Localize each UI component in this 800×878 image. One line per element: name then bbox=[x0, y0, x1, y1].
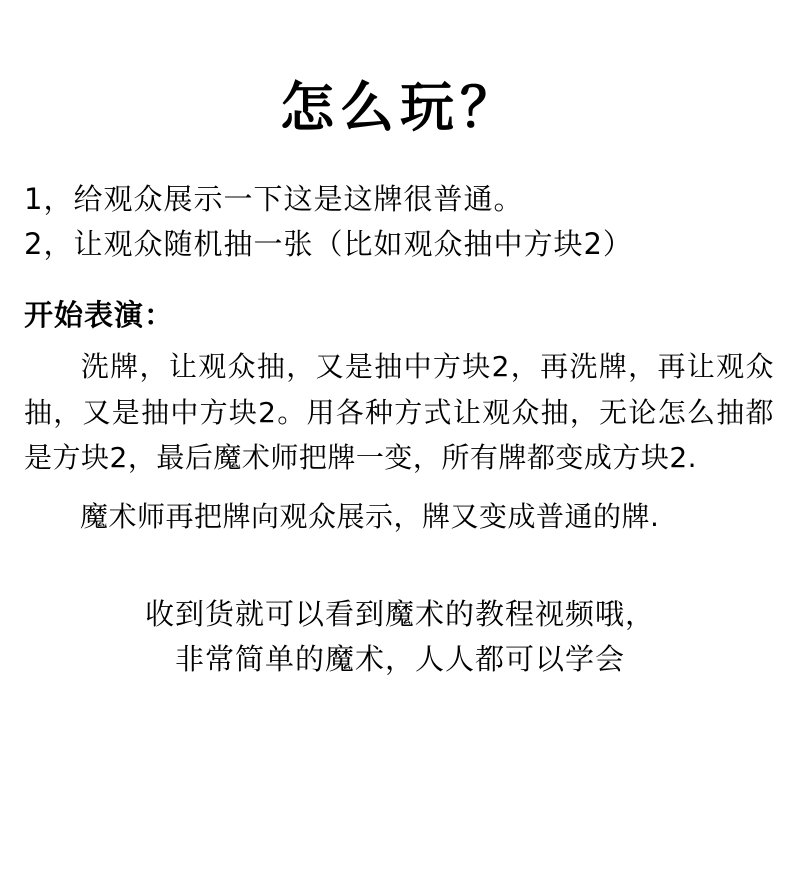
page-title: 怎么玩？ bbox=[280, 76, 520, 139]
footer-line: 非常简单的魔术，人人都可以学会 bbox=[174, 641, 625, 676]
footer-note bbox=[18, 592, 782, 682]
body-text bbox=[18, 344, 782, 539]
paragraph bbox=[24, 344, 774, 480]
list-item: 2，让观众随机抽一张（比如观众抽中方块2） bbox=[24, 227, 633, 262]
steps-list bbox=[18, 177, 782, 267]
list-item: 1，给观众展示一下这是这牌很普通。 bbox=[24, 182, 524, 217]
section-heading: 开始表演： bbox=[24, 298, 175, 333]
paragraph-text: 魔术师再把牌向观众展示，牌又变成普通的牌. bbox=[80, 500, 660, 534]
document-page bbox=[0, 78, 800, 878]
paragraph-text: 洗牌，让观众抽，又是抽中方块2，再洗牌，再让观众抽，又是抽中方块2。用各种方式让观众抽，无论怎么抽都是方块2，最后魔术师把牌一变，所有牌都变成方块2. bbox=[24, 350, 774, 474]
paragraph bbox=[24, 494, 774, 539]
footer-line: 收到货就可以看到魔术的教程视频哦， bbox=[144, 596, 655, 631]
